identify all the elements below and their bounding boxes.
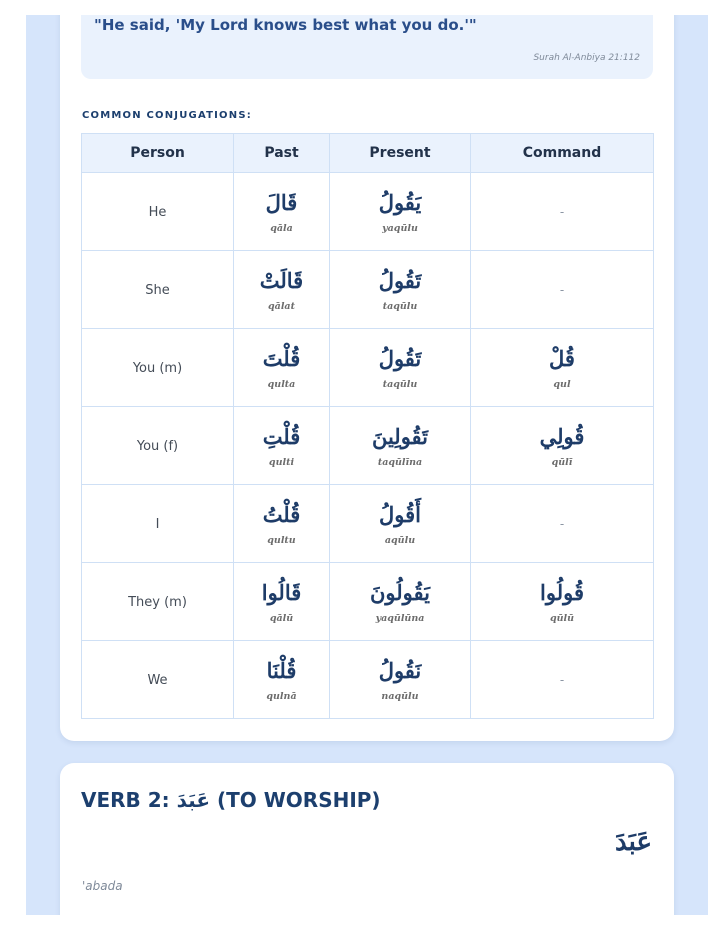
example-quote-box: [81, 15, 653, 79]
empty-dash: -: [559, 516, 565, 531]
transliteration: taqūlu: [382, 301, 418, 312]
transliteration: taqūlu: [382, 379, 418, 390]
header-command: Command: [471, 134, 654, 173]
person-label: You (f): [136, 438, 179, 454]
command-cell: [471, 641, 654, 719]
quote-text: "He said, 'My Lord knows best what you do.'": [94, 16, 477, 34]
present-cell: [330, 251, 471, 329]
arabic-word: قُولِي: [539, 424, 585, 449]
person-cell: [82, 329, 234, 407]
past-cell: [234, 485, 330, 563]
arabic-word: قَالُوا: [261, 580, 302, 605]
empty-dash: -: [559, 672, 565, 687]
verb-2-arabic: عَبَدَ: [614, 827, 652, 857]
person-cell: [82, 407, 234, 485]
transliteration: naqūlu: [381, 691, 419, 702]
arabic-word: قُولُوا: [540, 580, 584, 605]
arabic-word: تَقُولُ: [378, 268, 422, 293]
quote-source: Surah Al-Anbiya 21:112: [533, 53, 640, 63]
table-row: [82, 173, 654, 251]
command-cell: [471, 329, 654, 407]
table-row: [82, 251, 654, 329]
table-header-row: [82, 134, 654, 173]
transliteration: taqūlīna: [377, 457, 423, 468]
verb-2-title: VERB 2: عَبَدَ (TO WORSHIP): [81, 788, 381, 812]
verb-card: [60, 15, 674, 741]
transliteration: aqūlu: [384, 535, 416, 546]
arabic-word: قُلْ: [549, 346, 575, 371]
command-cell: [471, 251, 654, 329]
arabic-word: قُلْتُ: [262, 502, 301, 527]
person-cell: [82, 641, 234, 719]
header-present: Present: [330, 134, 471, 173]
past-cell: [234, 173, 330, 251]
table-row: [82, 407, 654, 485]
arabic-word: قُلْتِ: [262, 424, 301, 449]
past-cell: [234, 641, 330, 719]
header-past: Past: [234, 134, 330, 173]
person-label: We: [147, 672, 168, 688]
present-cell: [330, 563, 471, 641]
transliteration: qūlī: [551, 457, 573, 468]
arabic-word: قَالَتْ: [259, 268, 304, 293]
person-label: He: [148, 204, 167, 220]
command-cell: [471, 407, 654, 485]
arabic-word: قَالَ: [265, 190, 298, 215]
verb-2-card: [60, 763, 674, 915]
transliteration: qultu: [267, 535, 296, 546]
person-cell: [82, 173, 234, 251]
present-cell: [330, 641, 471, 719]
empty-dash: -: [559, 204, 565, 219]
transliteration: qulta: [267, 379, 296, 390]
conjugations-heading: COMMON CONJUGATIONS:: [82, 110, 252, 121]
person-label: She: [145, 282, 170, 298]
person-label: They (m): [128, 594, 187, 610]
present-cell: [330, 173, 471, 251]
arabic-word: تَقُولِينَ: [371, 424, 429, 449]
transliteration: qul: [553, 379, 571, 390]
transliteration: qulti: [268, 457, 295, 468]
past-cell: [234, 329, 330, 407]
person-cell: [82, 251, 234, 329]
transliteration: yaqūlūna: [375, 613, 425, 624]
arabic-word: قُلْتَ: [262, 346, 301, 371]
person-cell: [82, 485, 234, 563]
present-cell: [330, 407, 471, 485]
transliteration: qālat: [268, 301, 295, 312]
table-row: [82, 329, 654, 407]
arabic-word: تَقُولُ: [378, 346, 422, 371]
empty-dash: -: [559, 282, 565, 297]
table-row: [82, 641, 654, 719]
arabic-word: نَقُولُ: [378, 658, 422, 683]
transliteration: qālū: [269, 613, 294, 624]
present-cell: [330, 329, 471, 407]
past-cell: [234, 563, 330, 641]
transliteration: qūlū: [549, 613, 575, 624]
command-cell: [471, 173, 654, 251]
person-label: I: [155, 516, 160, 532]
person-label: You (m): [132, 360, 183, 376]
transliteration: yaqūlu: [382, 223, 418, 234]
conjugation-table: [81, 133, 654, 719]
transliteration: qāla: [270, 223, 293, 234]
command-cell: [471, 563, 654, 641]
transliteration: qulnā: [266, 691, 297, 702]
page-background: [26, 15, 708, 915]
header-person: Person: [82, 134, 234, 173]
arabic-word: يَقُولُ: [378, 190, 422, 215]
command-cell: [471, 485, 654, 563]
past-cell: [234, 407, 330, 485]
verb-2-transliteration: 'abada: [82, 879, 123, 893]
arabic-word: أَقُولُ: [379, 502, 421, 527]
present-cell: [330, 485, 471, 563]
table-row: [82, 563, 654, 641]
past-cell: [234, 251, 330, 329]
arabic-word: يَقُولُونَ: [370, 580, 430, 605]
person-cell: [82, 563, 234, 641]
table-row: [82, 485, 654, 563]
arabic-word: قُلْنَا: [266, 658, 297, 683]
